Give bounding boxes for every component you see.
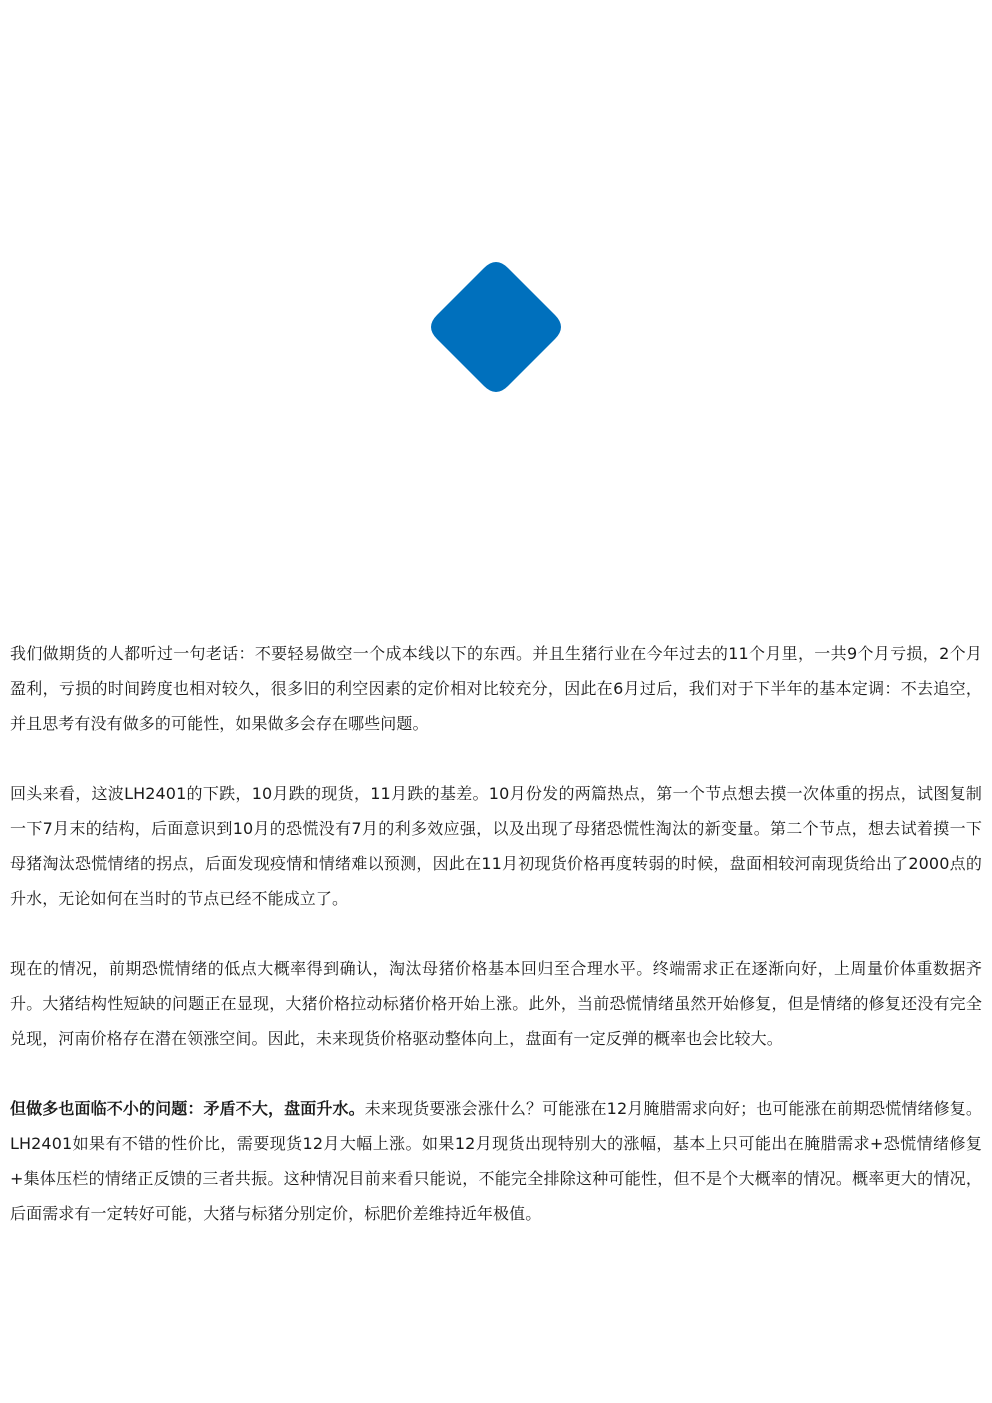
paragraph-3 bbox=[10, 951, 982, 1056]
paragraph-2-text: 回头来看，这波LH2401的下跌，10月跌的现货，11月跌的基差。10月份发的两篇热点，第一个节点想去摸一次体重的拐点，试图复制一下7月末的结构，后面意识到10月的恐慌没有7月的利多效应强，以及出现了母猪恐慌性淘汰的新变量。第二个节点，想去试着摸一下母猪淘汰恐慌情绪的拐点，后面发现疫情和情绪难以预测，因此在11月初现货价格再度转弱的时候，盘面相较河南现货给出了2000点的升水，无论如何在当时的节点已经不能成立了。 bbox=[10, 784, 982, 908]
paragraph-1-text: 我们做期货的人都听过一句老话：不要轻易做空一个成本线以下的东西。并且生猪行业在今年过去的11个月里，一共9个月亏损，2个月盈利，亏损的时间跨度也相对较久，很多旧的利空因素的定价相对比较充分，因此在6月过后，我们对于下半年的基本定调：不去追空，并且思考有没有做多的可能性，如果做多会存在哪些问题。 bbox=[10, 644, 982, 733]
paragraph-3-text: 现在的情况，前期恐慌情绪的低点大概率得到确认，淘汰母猪价格基本回归至合理水平。终端需求正在逐渐向好，上周量价体重数据齐升。大猪结构性短缺的问题正在显现，大猪价格拉动标猪价格开始上涨。此外，当前恐慌情绪虽然开始修复，但是情绪的修复还没有完全兑现，河南价格存在潜在领涨空间。因此，未来现货价格驱动整体向上，盘面有一定反弹的概率也会比较大。 bbox=[10, 959, 982, 1048]
logo bbox=[425, 256, 567, 398]
article-body bbox=[10, 636, 982, 1266]
paragraph-4 bbox=[10, 1091, 982, 1231]
paragraph-4-text: 未来现货要涨会涨什么？可能涨在12月腌腊需求向好；也可能涨在前期恐慌情绪修复。LH2401如果有不错的性价比，需要现货12月大幅上涨。如果12月现货出现特别大的涨幅，基本上只可能出在腌腊需求+恐慌情绪修复+集体压栏的情绪正反馈的三者共振。这种情况目前来看只能说，不能完全排除这种可能性，但不是个大概率的情况。概率更大的情况，后面需求有一定转好可能，大猪与标猪分别定价，标肥价差维持近年极值。 bbox=[10, 1099, 983, 1223]
paragraph-1 bbox=[10, 636, 982, 741]
blue-diamond-icon bbox=[425, 256, 567, 398]
paragraph-4-bold-lead: 但做多也面临不小的问题：矛盾不大，盘面升水。 bbox=[10, 1099, 365, 1118]
paragraph-2 bbox=[10, 776, 982, 916]
